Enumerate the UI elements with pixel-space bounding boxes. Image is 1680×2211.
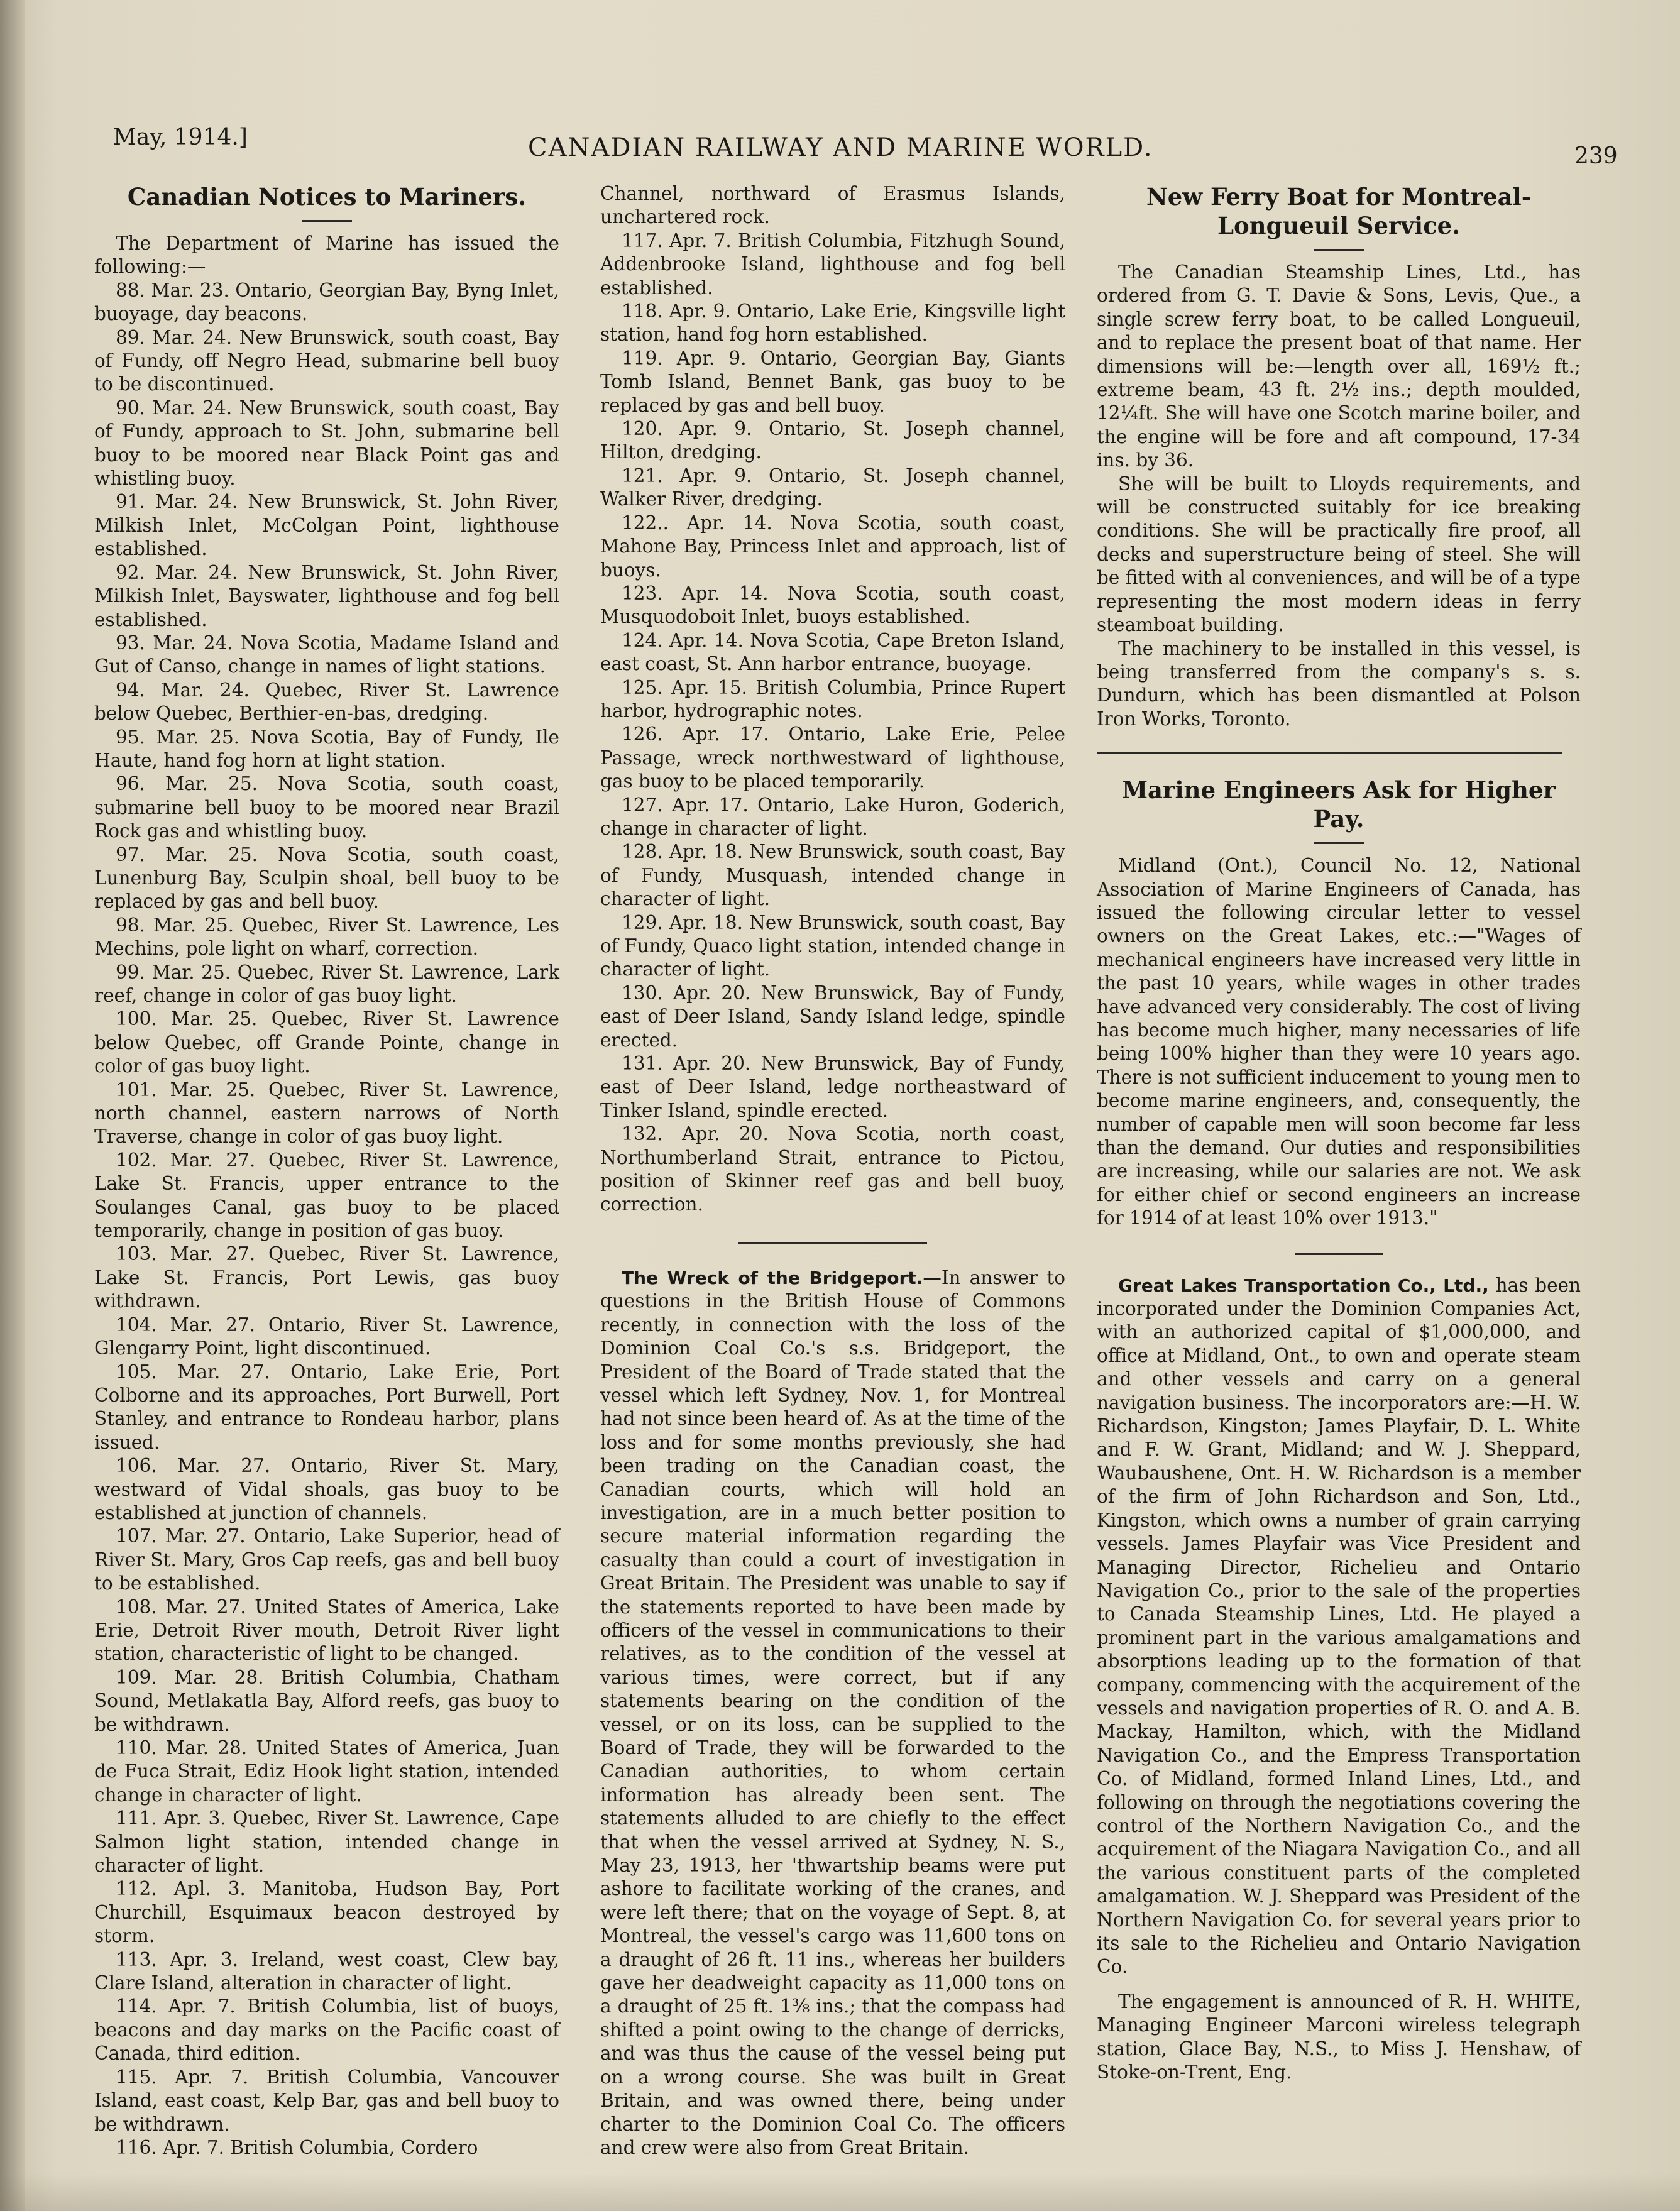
notice-111: 111. Apr. 3. Quebec, River St. Lawrence, Cape Salmon light station, intended change in character of light. xyxy=(94,1808,559,1877)
column-1 xyxy=(94,182,559,2159)
title-rule xyxy=(302,220,352,222)
notice-125: 125. Apr. 15. British Columbia, Prince Rupert harbor, hydrographic notes. xyxy=(600,676,1065,721)
notice-119: 119. Apr. 9. Ontario, Georgian Bay, Giants Tomb Island, Bennet Bank, gas buoy to be replaced by gas and bell buoy. xyxy=(600,347,1065,416)
notice-126: 126. Apr. 17. Ontario, Lake Erie, Pelee Passage, wreck northwestward of lighthouse, gas buoy to be placed temporarily. xyxy=(600,723,1065,793)
column-3 xyxy=(1097,182,1581,2084)
notice-118: 118. Apr. 9. Ontario, Lake Erie, Kingsville light station, hand fog horn established. xyxy=(600,300,1065,346)
notice-99: 99. Mar. 25. Quebec, River St. Lawrence, Lark reef, change in color of gas buoy light. xyxy=(94,961,559,1006)
wreck-lead: The Wreck of the Bridgeport. xyxy=(622,1267,923,1288)
ferry-title: New Ferry Boat for Montreal-Longueuil Service. xyxy=(1146,183,1532,239)
notice-127: 127. Apr. 17. Ontario, Lake Huron, Goderich, change in character of light. xyxy=(600,794,1065,839)
notice-91: 91. Mar. 24. New Brunswick, St. John River, Milkish Inlet, McColgan Point, lighthouse established. xyxy=(94,491,559,560)
notice-102: 102. Mar. 27. Quebec, River St. Lawrence, Lake St. Francis, upper entrance to the Soulanges Canal, gas buoy to be placed temporarily, change in position of gas buoy. xyxy=(94,1149,559,1242)
notice-108: 108. Mar. 27. United States of America, Lake Erie, Detroit River mouth, Detroit River light station, characteristic of light to be changed. xyxy=(94,1596,559,1665)
notice-95: 95. Mar. 25. Nova Scotia, Bay of Fundy, Ile Haute, hand fog horn at light station. xyxy=(94,726,559,771)
notice-110: 110. Mar. 28. United States of America, Juan de Fuca Strait, Ediz Hook light station, intended change in character of light. xyxy=(94,1737,559,1806)
engineers-title: Marine Engineers Ask for Higher Pay. xyxy=(1122,776,1556,833)
binding-shadow xyxy=(0,0,25,2211)
notice-94: 94. Mar. 24. Quebec, River St. Lawrence below Quebec, Berthier-en-bas, dredging. xyxy=(94,679,559,725)
notice-120: 120. Apr. 9. Ontario, St. Joseph channel, Hilton, dredging. xyxy=(600,418,1065,463)
notice-121: 121. Apr. 9. Ontario, St. Joseph channel, Walker River, dredging. xyxy=(600,464,1065,510)
ferry-paragraph-2: She will be built to Lloyds requirements, and will be constructed suitably for ice breaking conditions. She will be practically fire proof, all decks and superstructure being of steel. She will be fitted with al conveniences, and will be of a type representing the most modern ideas in ferry steamboat building. xyxy=(1097,473,1581,636)
page-number: 239 xyxy=(1574,143,1618,169)
publication-title: CANADIAN RAILWAY AND MARINE WORLD. xyxy=(528,133,1153,162)
notice-96: 96. Mar. 25. Nova Scotia, south coast, submarine bell buoy to be moored near Brazil Rock gas and whistling buoy. xyxy=(94,773,559,842)
page-edge-shadow xyxy=(0,2173,1680,2211)
notices-intro: The Department of Marine has issued the following:— xyxy=(94,233,559,278)
title-rule xyxy=(1314,842,1364,844)
notice-104: 104. Mar. 27. Ontario, River St. Lawrence, Glengarry Point, light discontinued. xyxy=(94,1314,559,1359)
notice-112: 112. Apl. 3. Manitoba, Hudson Bay, Port Churchill, Esquimaux beacon destroyed by storm. xyxy=(94,1878,559,1947)
notice-113: 113. Apr. 3. Ireland, west coast, Clew bay, Clare Island, alteration in character of light. xyxy=(94,1948,559,1994)
notice-116: 116. Apr. 7. British Columbia, Cordero xyxy=(116,2136,478,2158)
issue-date: May, 1914.] xyxy=(113,124,248,150)
notice-122: 122.. Apr. 14. Nova Scotia, south coast, Mahone Bay, Princess Inlet and approach, list of buoys. xyxy=(600,512,1065,581)
notice-109: 109. Mar. 28. British Columbia, Chatham Sound, Metlakatla Bay, Alford reefs, gas buoy to be withdrawn. xyxy=(94,1666,559,1735)
section-rule xyxy=(738,1242,927,1244)
glt-article xyxy=(1097,1274,1581,1979)
notices-title: Canadian Notices to Mariners. xyxy=(127,183,527,211)
notice-98: 98. Mar. 25. Quebec, River St. Lawrence, Les Mechins, pole light on wharf, correction. xyxy=(94,914,559,960)
notice-124: 124. Apr. 14. Nova Scotia, Cape Breton Island, east coast, St. Ann harbor entrance, buoyage. xyxy=(600,629,1065,675)
notice-88: 88. Mar. 23. Ontario, Georgian Bay, Byng Inlet, buoyage, day beacons. xyxy=(94,279,559,325)
ferry-paragraph-3: The machinery to be installed in this vessel, is being transferred from the company's s. s. Dundurn, which has been dismantled at Polson Iron Works, Toronto. xyxy=(1097,637,1581,730)
notice-114: 114. Apr. 7. British Columbia, list of buoys, beacons and day marks on the Pacific coast of Canada, third edition. xyxy=(94,1995,559,2065)
section-rule xyxy=(1295,1253,1383,1255)
notice-132: 132. Apr. 20. Nova Scotia, north coast, Northumberland Strait, entrance to Pictou, position of Skinner reef gas and bell buoy, correction. xyxy=(600,1123,1065,1215)
notice-123: 123. Apr. 14. Nova Scotia, south coast, Musquodoboit Inlet, buoys established. xyxy=(600,582,1065,628)
notice-101: 101. Mar. 25. Quebec, River St. Lawrence, north channel, eastern narrows of North Traverse, change in color of gas buoy light. xyxy=(94,1078,559,1148)
glt-body: has been incorporated under the Dominion Companies Act, with an authorized capital of $1,000,000, and office at Midland, Ont., to own and operate steam and other vessels and carry on a general navigation business. The incorporators are:—H. W. Richardson, Kingston; James Playfair, D. L. White and F. W. Grant, Midland; and W. J. Sheppard, Waubaushene, Ont. H. W. Richardson is a member of the firm of John Richardson and Son, Ltd., Kingston, which owns a number of grain carrying vessels. James Playfair was Vice President and Managing Director, Richelieu and Ontario Navigation Co., prior to the sale of the properties to Canada Steamship Lines, Ltd. He played a prominent part in the various amalgamations and absorptions leading up to the formation of that company, commencing with the acquirement of the vessels and navigation properties of R. O. and A. B. Mackay, Hamilton, which, with the Midland Navigation Co., and the Empress Transportation Co. of Midland, formed Inland Lines, Ltd., and following on through the negotiations covering the control of the Northern Navigation Co., and the acquirement of the Niagara Navigation Co., and all the various constituent parts of the completed amalgamation. W. J. Sheppard was President of the Northern Navigation Co. for several years prior to its sale to the Richelieu and Ontario Navigation Co. xyxy=(1097,1274,1581,1978)
engineers-paragraph: Midland (Ont.), Council No. 12, National Association of Marine Engineers of Canada, has issued the following circular letter to vessel owners on the Great Lakes, etc.:—"Wages of mechanical engineers have increased very little in the past 10 years, while wages in other trades have advanced very considerably. The cost of living has become much higher, many necessaries of life being 100% higher than they were 10 years ago. There is not sufficient inducement to young men to become marine engineers, and, consequently, the number of capable men will soon become far less than the demand. Our duties and responsibilities are increasing, while our salaries are not. We ask for either chief or second engineers an increase for 1914 of at least 10% over 1913." xyxy=(1097,855,1581,1229)
engagement-paragraph: The engagement is announced of R. H. WHITE, Managing Engineer Marconi wireless telegraph station, Glace Bay, N.S., to Miss J. Henshaw, of Stoke-on-Trent, Eng. xyxy=(1097,1990,1581,2083)
glt-lead: Great Lakes Transportation Co., Ltd., xyxy=(1118,1275,1489,1296)
notice-92: 92. Mar. 24. New Brunswick, St. John River, Milkish Inlet, Bayswater, lighthouse and fog bell established. xyxy=(94,561,559,630)
notice-115: 115. Apr. 7. British Columbia, Vancouver Island, east coast, Kelp Bar, gas and bell buoy to be withdrawn. xyxy=(94,2066,559,2135)
notice-128: 128. Apr. 18. New Brunswick, south coast, Bay of Fundy, Musquash, intended change in character of light. xyxy=(600,841,1065,910)
wreck-article xyxy=(600,1266,1065,2159)
notice-100: 100. Mar. 25. Quebec, River St. Lawrence below Quebec, off Grande Pointe, change in color of gas buoy light. xyxy=(94,1008,559,1077)
notice-129: 129. Apr. 18. New Brunswick, south coast, Bay of Fundy, Quaco light station, intended change in character of light. xyxy=(600,911,1065,980)
notice-89: 89. Mar. 24. New Brunswick, south coast, Bay of Fundy, off Negro Head, submarine bell buoy to be discontinued. xyxy=(94,326,559,395)
notice-105: 105. Mar. 27. Ontario, Lake Erie, Port Colborne and its approaches, Port Burwell, Port Stanley, and entrance to Rondeau harbor, plans issued. xyxy=(94,1361,559,1453)
section-rule xyxy=(1097,752,1562,754)
notice-103: 103. Mar. 27. Quebec, River St. Lawrence, Lake St. Francis, Port Lewis, gas buoy withdrawn. xyxy=(94,1243,559,1312)
notice-90: 90. Mar. 24. New Brunswick, south coast, Bay of Fundy, approach to St. John, submarine bell buoy to be moored near Black Point gas and whistling buoy. xyxy=(94,397,559,490)
ferry-paragraph-1: The Canadian Steamship Lines, Ltd., has ordered from G. T. Davie & Sons, Levis, Que., a single screw ferry boat, to be called Longueuil, and to replace the present boat of that name. Her dimensions will be:—length over all, 169½ ft.; extreme beam, 43 ft. 2½ ins.; depth moulded, 12¼ft. She will have one Scotch marine boiler, and the engine will be fore and aft compound, 17-34 ins. by 36. xyxy=(1097,261,1581,471)
notice-107: 107. Mar. 27. Ontario, Lake Superior, head of River St. Mary, Gros Cap reefs, gas and bell buoy to be established. xyxy=(94,1525,559,1594)
notice-93: 93. Mar. 24. Nova Scotia, Madame Island and Gut of Canso, change in names of light stations. xyxy=(94,632,559,678)
notice-106: 106. Mar. 27. Ontario, River St. Mary, westward of Vidal shoals, gas buoy to be established at junction of channels. xyxy=(94,1455,559,1523)
notice-116-continued: Channel, northward of Erasmus Islands, unchartered rock. xyxy=(600,183,1065,228)
title-rule xyxy=(1314,249,1364,251)
wreck-body: —In answer to questions in the British House of Commons recently, in connection with the loss of the Dominion Coal Co.'s s.s. Bridgeport, the President of the Board of Trade stated that the vessel which left Sydney, Nov. 1, for Montreal had not since been heard of. As at the time of the loss and for some months previously, she had been trading on the Canadian coast, the Canadian courts, which will hold an investigation, are in a much better position to secure material information regarding the casualty than could a court of investigation in Great Britain. The President was unable to say if the statements reported to have been made by officers of the vessel in communications to their relatives, as to the condition of the vessel at various times, were correct, but if any statements bearing on the condition of the vessel, or on its loss, can be supplied to the Board of Trade, they will be forwarded to the Canadian authorities, to whom certain information has already been sent. The statements alluded to are chiefly to the effect that when the vessel arrived at Sydney, N. S., May 23, 1913, her 'thwartship beams were put ashore to facilitate working of the cranes, and were left there; that on the voyage of Sept. 8, at Montreal, the vessel's cargo was 11,600 tons on a draught of 26 ft. 11 ins., whereas her builders gave her deadweight capacity as 11,000 tons on a draught of 25 ft. 1⅜ ins.; that the compass had shifted a point owing to the change of derricks, and was thus the cause of the vessel being put on a wrong course. She was built in Great Britain, and was owned there, being under charter to the Dominion Coal Co. The officers and crew were also from Great Britain. xyxy=(600,1266,1066,2158)
notice-131: 131. Apr. 20. New Brunswick, Bay of Fundy, east of Deer Island, ledge northeastward of Tinker Island, spindle erected. xyxy=(600,1053,1065,1121)
notice-130: 130. Apr. 20. New Brunswick, Bay of Fundy, east of Deer Island, Sandy Island ledge, spindle erected. xyxy=(600,982,1065,1051)
column-2 xyxy=(600,182,1065,2159)
notice-117: 117. Apr. 7. British Columbia, Fitzhugh Sound, Addenbrooke Island, lighthouse and fog bell established. xyxy=(600,229,1065,299)
notice-97: 97. Mar. 25. Nova Scotia, south coast, Lunenburg Bay, Sculpin shoal, bell buoy to be replaced by gas and bell buoy. xyxy=(94,843,559,913)
